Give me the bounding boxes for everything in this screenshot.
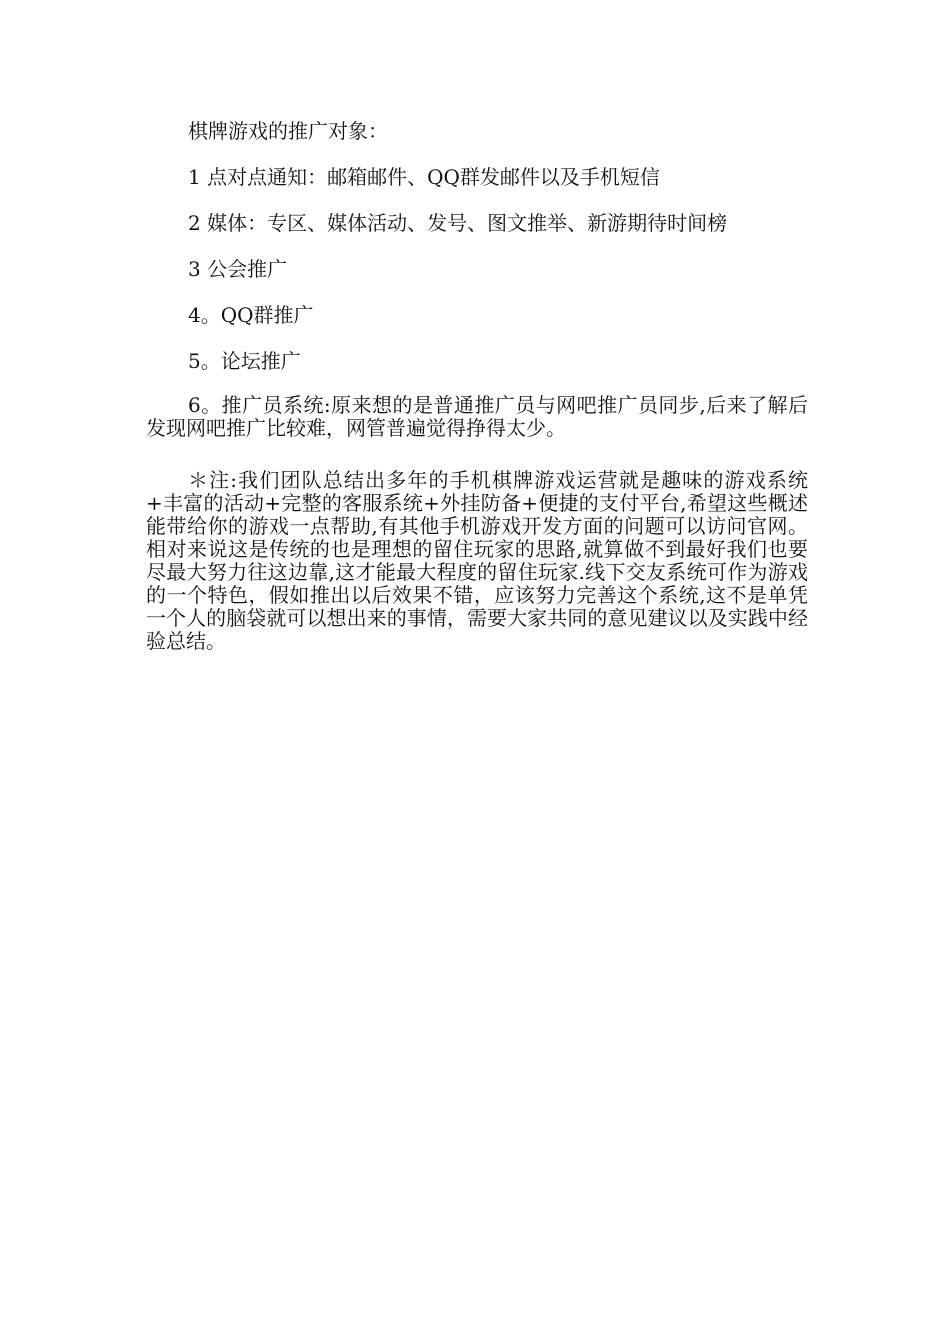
list-item-1: 1 点对点通知：邮箱邮件、QQ群发邮件以及手机短信 <box>188 165 660 189</box>
document-body <box>146 118 808 653</box>
section-heading: 棋牌游戏的推广对象： <box>188 119 388 143</box>
list-item-2: 2 媒体：专区、媒体活动、发号、图文推举、新游期待时间榜 <box>188 211 728 235</box>
list-item-3: 3 公会推广 <box>188 257 288 281</box>
list-item-6: 6。推广员系统:原来想的是普通推广员与网吧推广员同步,后来了解后发现网吧推广比较难，网管普遍觉得挣得太少。 <box>146 393 808 440</box>
note-paragraph: ＊注:我们团队总结出多年的手机棋牌游戏运营就是趣味的游戏系统+丰富的活动+完整的客服系统+外挂防备+便捷的支付平台,希望这些概述能带给你的游戏一点帮助,有其他手机游戏开发方面的问题可以访问官网。相对来说这是传统的也是理想的留住玩家的思路,就算做不到最好我们也要尽最大努力往这边靠,这才能最大程度的留住玩家.线下交友系统可作为游戏的一个特色，假如推出以后效果不错，应该努力完善这个系统,这不是单凭一个人的脑袋就可以想出来的事情，需要大家共同的意见建议以及实践中经验总结。 <box>146 468 808 653</box>
list-item-5: 5。论坛推广 <box>188 349 301 373</box>
list-item-4: 4。QQ群推广 <box>188 303 314 327</box>
